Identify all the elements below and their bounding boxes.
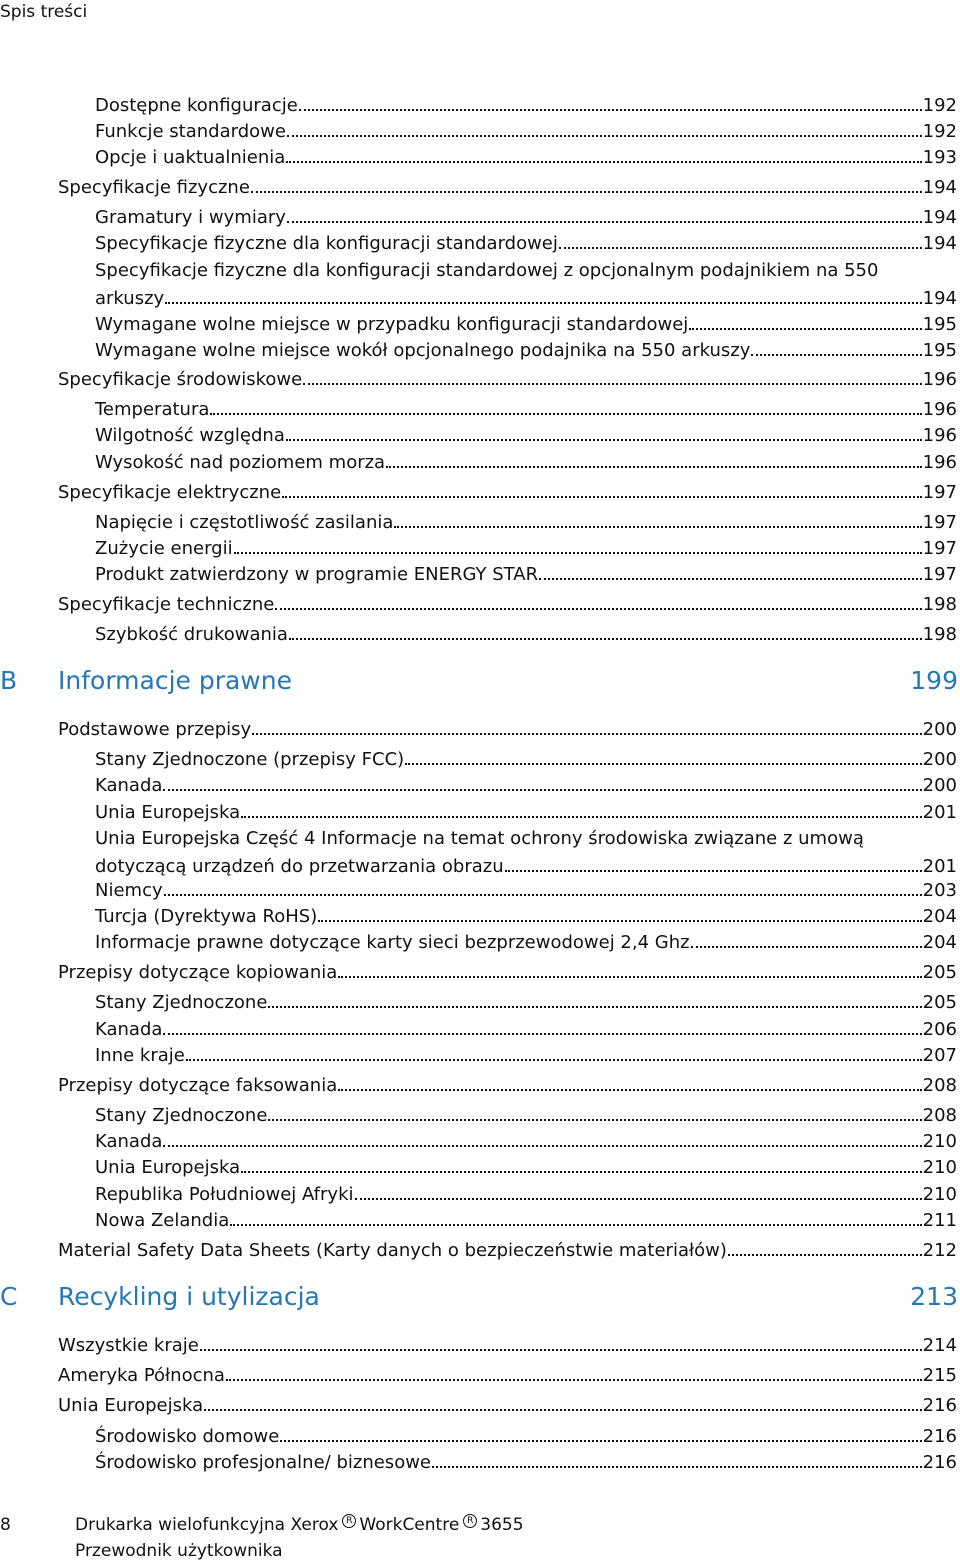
product-name-part2: WorkCentre [359, 1515, 460, 1535]
toc-entry-page: 210 [922, 1157, 957, 1178]
toc-entry-title: Opcje i uaktualnienia [95, 147, 286, 168]
toc-entry[interactable] [95, 451, 957, 475]
toc-entry-title: Przepisy dotyczące kopiowania [58, 962, 338, 983]
dot-leader [252, 733, 921, 735]
dot-leader [689, 328, 921, 330]
toc-entry-title: Specyfikacje techniczne [58, 594, 275, 615]
toc-entry-title: Temperatura [95, 399, 210, 420]
toc-entry-page: 192 [922, 121, 957, 142]
toc-entry[interactable] [58, 593, 957, 617]
toc-entry-title: Ameryka Północna [58, 1365, 225, 1386]
toc-entry-page: 196 [922, 452, 957, 473]
section-heading-c[interactable] [0, 1280, 958, 1314]
dot-leader [241, 1171, 921, 1173]
toc-entry-title: Produkt zatwierdzony w programie ENERGY STAR [95, 564, 539, 585]
toc-entry-title: Środowisko profesjonalne/ biznesowe [95, 1452, 431, 1473]
toc-entry-page: 210 [922, 1184, 957, 1205]
toc-entry-page: 206 [922, 1019, 957, 1040]
toc-entry-title: Stany Zjednoczone [95, 1105, 268, 1126]
toc-entry[interactable] [95, 313, 957, 337]
toc-entry-title: Przepisy dotyczące faksowania [58, 1075, 338, 1096]
toc-entry-title: Kanada [95, 775, 163, 796]
toc-entry[interactable] [95, 94, 957, 118]
dot-leader [355, 1198, 922, 1200]
toc-entry-title: Szybkość drukowania [95, 624, 288, 645]
dot-leader [204, 1409, 921, 1411]
toc-entry[interactable] [58, 481, 957, 505]
toc-entry-page: 212 [922, 1240, 957, 1261]
toc-entry-title: Podstawowe przepisy [58, 719, 252, 740]
toc-entry-title: Kanada [95, 1131, 163, 1152]
toc-entry-title: Wymagane wolne miejsce w przypadku konfiguracji standardowej [95, 314, 689, 335]
dot-leader [268, 1119, 921, 1121]
toc-entry[interactable] [95, 748, 957, 772]
toc-entry[interactable] [95, 1018, 957, 1042]
toc-entry-page: 196 [922, 425, 957, 446]
toc-entry[interactable] [95, 1104, 957, 1128]
toc-entry-title: Republika Południowej Afryki [95, 1184, 354, 1205]
dot-leader [280, 1440, 921, 1442]
toc-entry-title: Unia Europejska [95, 802, 241, 823]
section-letter: C [0, 1282, 18, 1311]
toc-entry-title: Funkcje standardowe [95, 121, 286, 142]
toc-entry-page: 208 [922, 1075, 957, 1096]
toc-entry-page: 200 [922, 719, 957, 740]
toc-entry-page: 210 [922, 1131, 957, 1152]
dot-leader [299, 109, 922, 111]
toc-entry[interactable] [95, 511, 957, 535]
toc-entry-title-continued: dotyczącą urządzeń do przetwarzania obrazu [95, 856, 504, 877]
dot-leader [394, 526, 921, 528]
toc-entry-page: 196 [922, 369, 957, 390]
toc-entry[interactable] [95, 1451, 957, 1475]
dot-leader [505, 870, 922, 872]
toc-entry-title: Gramatury i wymiary [95, 207, 286, 228]
toc-entry-page: 193 [922, 147, 957, 168]
toc-entry[interactable] [58, 1334, 957, 1358]
dot-leader [338, 1089, 921, 1091]
toc-entry[interactable] [95, 537, 957, 561]
toc-entry[interactable] [95, 398, 957, 422]
toc-entry-title: Stany Zjednoczone (przepisy FCC) [95, 749, 405, 770]
dot-leader [200, 1349, 922, 1351]
toc-entry[interactable] [95, 827, 957, 879]
toc-entry[interactable] [95, 991, 957, 1015]
toc-entry-title: Specyfikacje fizyczne [58, 177, 250, 198]
toc-entry[interactable] [58, 176, 957, 200]
dot-leader [282, 496, 921, 498]
section-letter: B [0, 666, 18, 695]
toc-entry[interactable] [58, 718, 957, 742]
toc-entry[interactable] [95, 1209, 957, 1233]
toc-entry-page: 201 [922, 856, 957, 877]
toc-entry-title: Stany Zjednoczone [95, 992, 268, 1013]
toc-entry-page: 204 [922, 932, 957, 953]
toc-entry-page: 214 [922, 1335, 957, 1356]
toc-entry-title: Informacje prawne dotyczące karty sieci bezprzewodowej 2,4 Ghz [95, 932, 690, 953]
toc-entry-page: 197 [922, 564, 957, 585]
toc-entry-page: 194 [922, 288, 957, 309]
toc-entry[interactable] [95, 339, 957, 363]
toc-entry-title: Specyfikacje fizyczne dla konfiguracji standardowej z opcjonalnym podajnikiem na 550 [95, 260, 879, 281]
section-title: Informacje prawne [58, 666, 292, 695]
toc-entry[interactable] [95, 931, 957, 955]
toc-entry-page: 197 [922, 512, 957, 533]
dot-leader [728, 1254, 922, 1256]
toc-entry-title: Inne kraje [95, 1045, 185, 1066]
dot-leader [210, 413, 921, 415]
toc-entry-page: 194 [922, 177, 957, 198]
registered-mark-icon: R [463, 1514, 477, 1528]
toc-entry-title: Unia Europejska Część 4 Informacje na temat ochrony środowiska związane z umową [95, 828, 864, 849]
toc-entry-page: 194 [922, 233, 957, 254]
toc-entry-title: Dostępne konfiguracje [95, 95, 298, 116]
toc-entry-title: Środowisko domowe [95, 1426, 280, 1447]
toc-entry-title: Unia Europejska [95, 1157, 241, 1178]
toc-entry[interactable] [95, 563, 957, 587]
product-name-part3: 3655 [480, 1515, 524, 1535]
product-name-part1: Drukarka wielofunkcyjna Xerox [75, 1515, 339, 1535]
toc-entry[interactable] [58, 1239, 957, 1263]
toc-entry[interactable] [95, 259, 957, 311]
dot-leader [275, 608, 921, 610]
dot-leader [318, 920, 921, 922]
page-number: 8 [0, 1515, 11, 1535]
toc-entry-title-continued: arkuszy [95, 288, 165, 309]
toc-entry-title: Kanada [95, 1019, 163, 1040]
toc-entry-title: Unia Europejska [58, 1395, 204, 1416]
toc-entry-title: Napięcie i częstotliwość zasilania [95, 512, 394, 533]
toc-entry-title: Zużycie energii [95, 538, 233, 559]
toc-entry-title: Specyfikacje elektryczne [58, 482, 282, 503]
toc-entry[interactable] [58, 368, 957, 392]
toc-entry-page: 215 [922, 1365, 957, 1386]
toc-entry-title: Wymagane wolne miejsce wokół opcjonalnego podajnika na 550 arkuszy [95, 340, 751, 361]
section-heading-b[interactable] [0, 664, 958, 698]
toc-entry-page: 197 [922, 482, 957, 503]
dot-leader [289, 638, 922, 640]
toc-entry-page: 205 [922, 992, 957, 1013]
dot-leader [303, 383, 921, 385]
toc-entry-page: 194 [922, 207, 957, 228]
toc-entry-page: 208 [922, 1105, 957, 1126]
dot-leader [165, 302, 921, 304]
registered-mark-icon: R [342, 1514, 356, 1528]
dot-leader [251, 191, 922, 193]
toc-entry-title: Niemcy [95, 880, 163, 901]
toc-entry-title: Specyfikacje środowiskowe [58, 369, 303, 390]
toc-entry-page: 200 [922, 749, 957, 770]
toc-entry[interactable] [95, 801, 957, 825]
dot-leader [338, 976, 921, 978]
dot-leader [386, 466, 922, 468]
toc-entry-page: 198 [922, 594, 957, 615]
dot-leader [226, 1379, 922, 1381]
toc-entry-title: Wysokość nad poziomem morza [95, 452, 386, 473]
toc-entry[interactable] [95, 1425, 957, 1449]
toc-entry-page: 192 [922, 95, 957, 116]
toc-entry-title: Wilgotność względna [95, 425, 285, 446]
dot-leader [432, 1466, 922, 1468]
toc-entry-page: 203 [922, 880, 957, 901]
dot-leader [559, 247, 922, 249]
toc-entry[interactable] [95, 905, 957, 929]
toc-entry-page: 195 [922, 314, 957, 335]
toc-entry[interactable] [95, 1044, 957, 1068]
toc-entry-title: Turcja (Dyrektywa RoHS) [95, 906, 318, 927]
dot-leader [286, 161, 921, 163]
toc-entry[interactable] [58, 1074, 957, 1098]
dot-leader [286, 439, 922, 441]
toc-entry-page: 216 [922, 1426, 957, 1447]
dot-leader [287, 221, 922, 223]
toc-entry-page: 201 [922, 802, 957, 823]
dot-leader [691, 946, 922, 948]
section-page: 199 [910, 666, 958, 695]
toc-entry-title: Nowa Zelandia [95, 1210, 230, 1231]
document-subtitle: Przewodnik użytkownika [75, 1541, 283, 1561]
toc-entry-title: Specyfikacje fizyczne dla konfiguracji standardowej [95, 233, 558, 254]
section-title: Recykling i utylizacja [58, 1282, 320, 1311]
dot-leader [234, 552, 922, 554]
toc-entry[interactable] [58, 1394, 957, 1418]
dot-leader [268, 1006, 921, 1008]
toc-entry[interactable] [58, 961, 957, 985]
dot-leader [163, 1033, 921, 1035]
toc-entry[interactable] [58, 1364, 957, 1388]
product-name [75, 1513, 524, 1537]
dot-leader [241, 816, 921, 818]
toc-entry[interactable] [95, 120, 957, 144]
section-page: 213 [910, 1282, 958, 1311]
toc-entry-page: 197 [922, 538, 957, 559]
toc-entry[interactable] [95, 623, 957, 647]
toc-entry-title: Material Safety Data Sheets (Karty danych o bezpieczeństwie materiałów) [58, 1240, 727, 1261]
dot-leader [751, 354, 921, 356]
dot-leader [539, 578, 922, 580]
dot-leader [163, 789, 921, 791]
running-header: Spis treści [0, 2, 88, 22]
toc-entry-title: Wszystkie kraje [58, 1335, 199, 1356]
dot-leader [186, 1059, 922, 1061]
toc-entry-page: 216 [922, 1395, 957, 1416]
toc-entry-page: 207 [922, 1045, 957, 1066]
toc-entry[interactable] [95, 146, 957, 170]
dot-leader [163, 1145, 921, 1147]
toc-entry-page: 204 [922, 906, 957, 927]
toc-entry[interactable] [95, 774, 957, 798]
toc-entry[interactable] [95, 1183, 957, 1207]
toc-entry[interactable] [95, 1156, 957, 1180]
toc-entry-page: 196 [922, 399, 957, 420]
dot-leader [164, 894, 922, 896]
dot-leader [287, 135, 922, 137]
toc-entry[interactable] [95, 879, 957, 903]
toc-entry[interactable] [95, 1130, 957, 1154]
dot-leader [230, 1224, 921, 1226]
toc-entry-page: 216 [922, 1452, 957, 1473]
toc-entry[interactable] [95, 424, 957, 448]
toc-entry[interactable] [95, 206, 957, 230]
toc-entry-page: 211 [922, 1210, 957, 1231]
dot-leader [405, 763, 921, 765]
toc-entry[interactable] [95, 232, 957, 256]
toc-entry-page: 195 [922, 340, 957, 361]
toc-entry-page: 198 [922, 624, 957, 645]
toc-entry-page: 200 [922, 775, 957, 796]
toc-entry-page: 205 [922, 962, 957, 983]
